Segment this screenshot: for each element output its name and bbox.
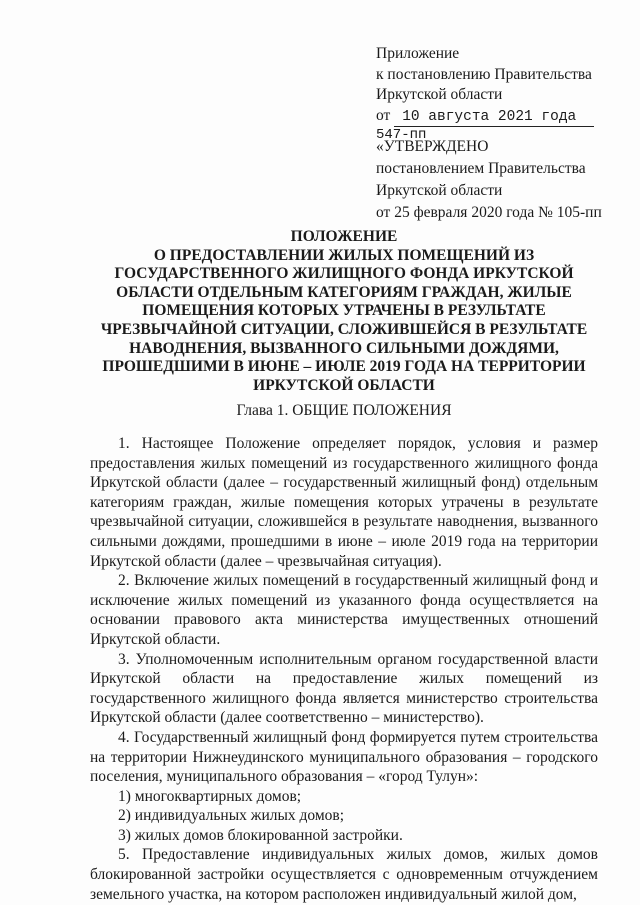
- title-line: ПОМЕЩЕНИЯ КОТОРЫХ УТРАЧЕНЫ В РЕЗУЛЬТАТЕ: [142, 302, 546, 320]
- chapter-heading: Глава 1. ОБЩИЕ ПОЛОЖЕНИЯ: [236, 402, 452, 419]
- document-body: [90, 434, 598, 904]
- date-value: 10 августа 2021 года: [394, 109, 594, 127]
- appendix-header: [376, 44, 594, 143]
- appendix-region: Иркутской области: [376, 86, 503, 103]
- appendix-label: Приложение: [376, 45, 460, 62]
- approved-label: «УТВЕРЖДЕНО: [376, 138, 489, 155]
- date-prefix: от: [376, 106, 391, 124]
- paragraph-3: 3. Уполномоченным исполнительным органом государственной власти Иркутской области на предоставление жилых помещений из государственного жилищного фонда является министерство строительства Иркутской области (далее соответственно – министерство).: [90, 650, 598, 727]
- paragraph-5: 5. Предоставление индивидуальных жилых домов, жилых домов блокированной застройки осуществляется с одновременным отчуждением земельного участка, на котором расположен индивидуальный жилой дом,: [90, 846, 598, 903]
- title-line: ЧРЕЗВЫЧАЙНОЙ СИТУАЦИИ, СЛОЖИВШЕЙСЯ В РЕЗУЛЬТАТЕ: [100, 320, 588, 338]
- paragraph-4: 4. Государственный жилищный фонд формируется путем строительства на территории Нижнеудинского муниципального образования – городского поселения, муниципального образования – «город Тулун»:: [90, 728, 598, 786]
- paragraph-2: 2. Включение жилых помещений в государственный жилищный фонд и исключение жилых помещений из указанного фонда осуществляется на основании правового акта министерства имущественных отношений Иркутской области.: [90, 572, 598, 648]
- title-line: ПОЛОЖЕНИЕ: [290, 228, 398, 245]
- title-line: ПРОШЕДШИМИ В ИЮНЕ – ИЮЛЕ 2019 ГОДА НА ТЕРРИТОРИИ: [102, 358, 586, 376]
- title-line: ГОСУДАРСТВЕННОГО ЖИЛИЩНОГО ФОНДА ИРКУТСКОЙ: [114, 265, 574, 283]
- approved-block: [376, 136, 602, 224]
- paragraph-1: 1. Настоящее Положение определяет порядок, условия и размер предоставления жилых помещений из государственного жилищного фонда Иркутской области (далее – государственный жилищный фонд) отдельным категориям граждан, жилые помещения которых утрачены в результате чрезвычайной ситуации, сложившейся в результате наводнения, вызванного сильными дождями, прошедшими в июне – июле 2019 года на территории Иркутской области (далее – чрезвычайная ситуация).: [90, 435, 598, 570]
- approved-region: Иркутской области: [376, 182, 503, 199]
- list-item: 3) жилых домов блокированной застройки.: [118, 826, 403, 844]
- resolution-number: 547-пп: [376, 126, 427, 143]
- title-line: НАВОДНЕНИЯ, ВЫЗВАННОГО СИЛЬНЫМИ ДОЖДЯМИ,: [129, 339, 559, 357]
- title-line: ИРКУТСКОЙ ОБЛАСТИ: [253, 376, 435, 394]
- approved-date: от 25 февраля 2020 года № 105-пп: [376, 204, 602, 221]
- appendix-date-line: [376, 106, 594, 127]
- title-line: О ПРЕДОСТАВЛЕНИИ ЖИЛЫХ ПОМЕЩЕНИЙ ИЗ: [153, 246, 535, 264]
- list-item: 2) индивидуальных жилых домов;: [118, 807, 345, 825]
- title-line: ОБЛАСТИ ОТДЕЛЬНЫМ КАТЕГОРИЯМ ГРАЖДАН, ЖИЛЫЕ: [116, 283, 572, 301]
- document-title: [60, 228, 628, 395]
- appendix-resolution: к постановлению Правительства: [376, 65, 592, 83]
- list-item: 1) многоквартирных домов;: [118, 787, 302, 805]
- approved-by: постановлением Правительства: [376, 160, 586, 177]
